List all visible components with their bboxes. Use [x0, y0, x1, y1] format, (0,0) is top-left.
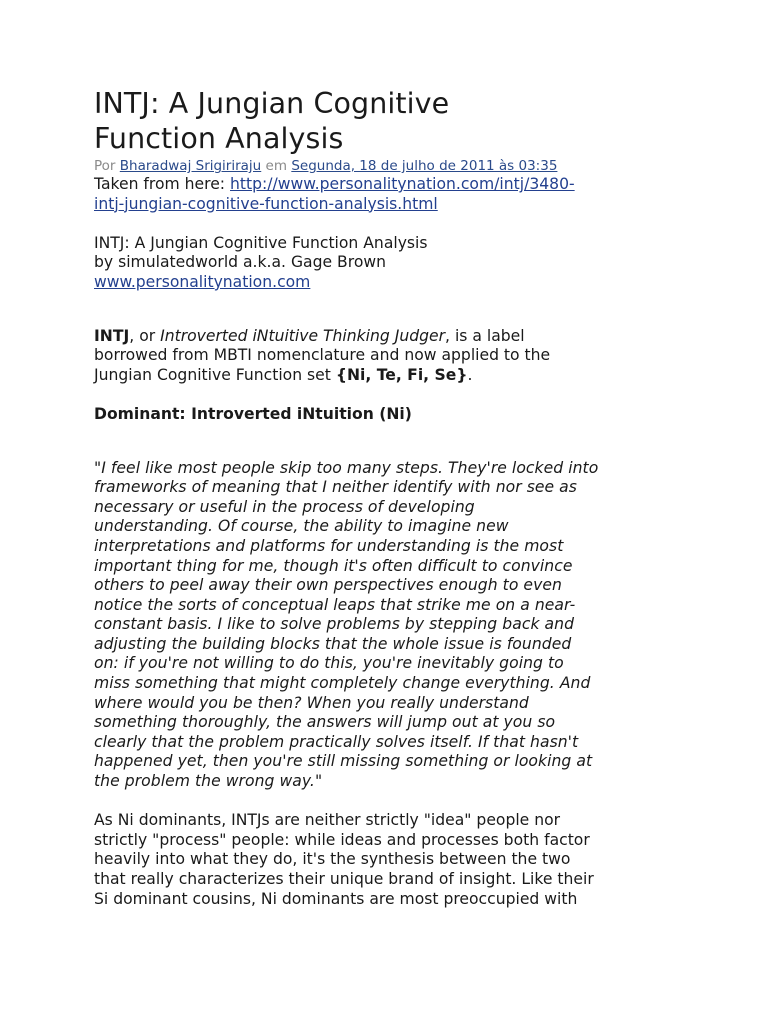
- quote-line: constant basis. I like to solve problems by stepping back and: [94, 615, 575, 634]
- paragraph-line: Si dominant cousins, Ni dominants are most preoccupied with: [94, 889, 578, 908]
- title-line-2: Function Analysis: [94, 122, 344, 155]
- meta-por: Por: [94, 158, 116, 174]
- quote-line: on: if you're not willing to do this, you're inevitably going to: [94, 654, 564, 673]
- article: [94, 86, 694, 909]
- quote-line: miss something that might completely change everything. And: [94, 674, 591, 693]
- source-url-line-1: http://www.personalitynation.com/intj/3480-: [230, 175, 575, 193]
- function-set: {Ni, Te, Fi, Se}: [335, 365, 468, 384]
- paragraph-line: strictly "process" people: while ideas and processes both factor: [94, 830, 590, 849]
- site-link[interactable]: www.personalitynation.com: [94, 272, 311, 291]
- paragraph-line: heavily into what they do, it's the synthesis between the two: [94, 850, 571, 869]
- paragraph-line: As Ni dominants, INTJs are neither strictly "idea" people nor: [94, 811, 561, 830]
- dominant-heading-text: Dominant: Introverted iNtuition (Ni): [94, 404, 412, 423]
- intro-or: , or: [129, 326, 161, 345]
- quote-line: others to peel away their own perspectives enough to even: [94, 576, 562, 595]
- paragraph-line: that really characterizes their unique brand of insight. Like their: [94, 870, 594, 888]
- quote-line: interpretations and platforms for understanding is the most: [94, 536, 564, 555]
- quote-line: something thoroughly, the answers will jump out at you so: [94, 713, 556, 732]
- intro-line-2: borrowed from MBTI nomenclature and now applied to the: [94, 346, 551, 365]
- title-line-1: INTJ: A Jungian Cognitive: [94, 87, 450, 120]
- intro-expansion: Introverted iNtuitive Thinking Judger: [160, 326, 446, 345]
- quote-line: where would you be then? When you really understand: [94, 693, 529, 712]
- byline-block: [94, 234, 694, 293]
- quote-line: the problem the wrong way.": [94, 772, 323, 791]
- quote-line: clearly that the problem practically solves itself. If that hasn't: [94, 732, 579, 751]
- intro-rest: , is a label: [445, 326, 525, 345]
- source-label: Taken from here:: [94, 175, 226, 193]
- quote-line: "I feel like most people skip too many steps. They're locked into: [94, 458, 599, 477]
- intro-paragraph: [94, 327, 694, 386]
- intro-line-3: Jungian Cognitive Function set: [94, 365, 336, 384]
- page-title: [94, 86, 694, 156]
- quote-line: important thing for me, though it's often difficult to convince: [94, 556, 573, 575]
- intro-intj: INTJ: [94, 326, 130, 345]
- byline-title: INTJ: A Jungian Cognitive Function Analysis: [94, 233, 428, 252]
- post-meta: [94, 157, 694, 175]
- quote-line: adjusting the building blocks that the whole issue is founded: [94, 634, 572, 653]
- quote-line: understanding. Of course, the ability to imagine new: [94, 517, 509, 536]
- author-link[interactable]: Bharadwaj Srigiriraju: [119, 158, 262, 174]
- source-url-line-2: intj-jungian-cognitive-function-analysis.html: [94, 194, 438, 213]
- source-block: [94, 175, 694, 214]
- intro-line-3-end: .: [467, 365, 473, 384]
- analysis-paragraph: [94, 811, 694, 909]
- meta-em: em: [265, 158, 288, 174]
- quote-line: notice the sorts of conceptual leaps that strike me on a near-: [94, 595, 576, 614]
- quote-line: happened yet, then you're still missing something or looking at: [94, 752, 593, 771]
- byline-author: by simulatedworld a.k.a. Gage Brown: [94, 253, 387, 272]
- quote-line: necessary or useful in the process of developing: [94, 497, 475, 516]
- dominant-heading: [94, 405, 694, 425]
- quote-line: frameworks of meaning that I neither identify with nor see as: [94, 478, 577, 497]
- quote-paragraph: [94, 459, 694, 792]
- date-link[interactable]: Segunda, 18 de julho de 2011 às 03:35: [291, 158, 558, 174]
